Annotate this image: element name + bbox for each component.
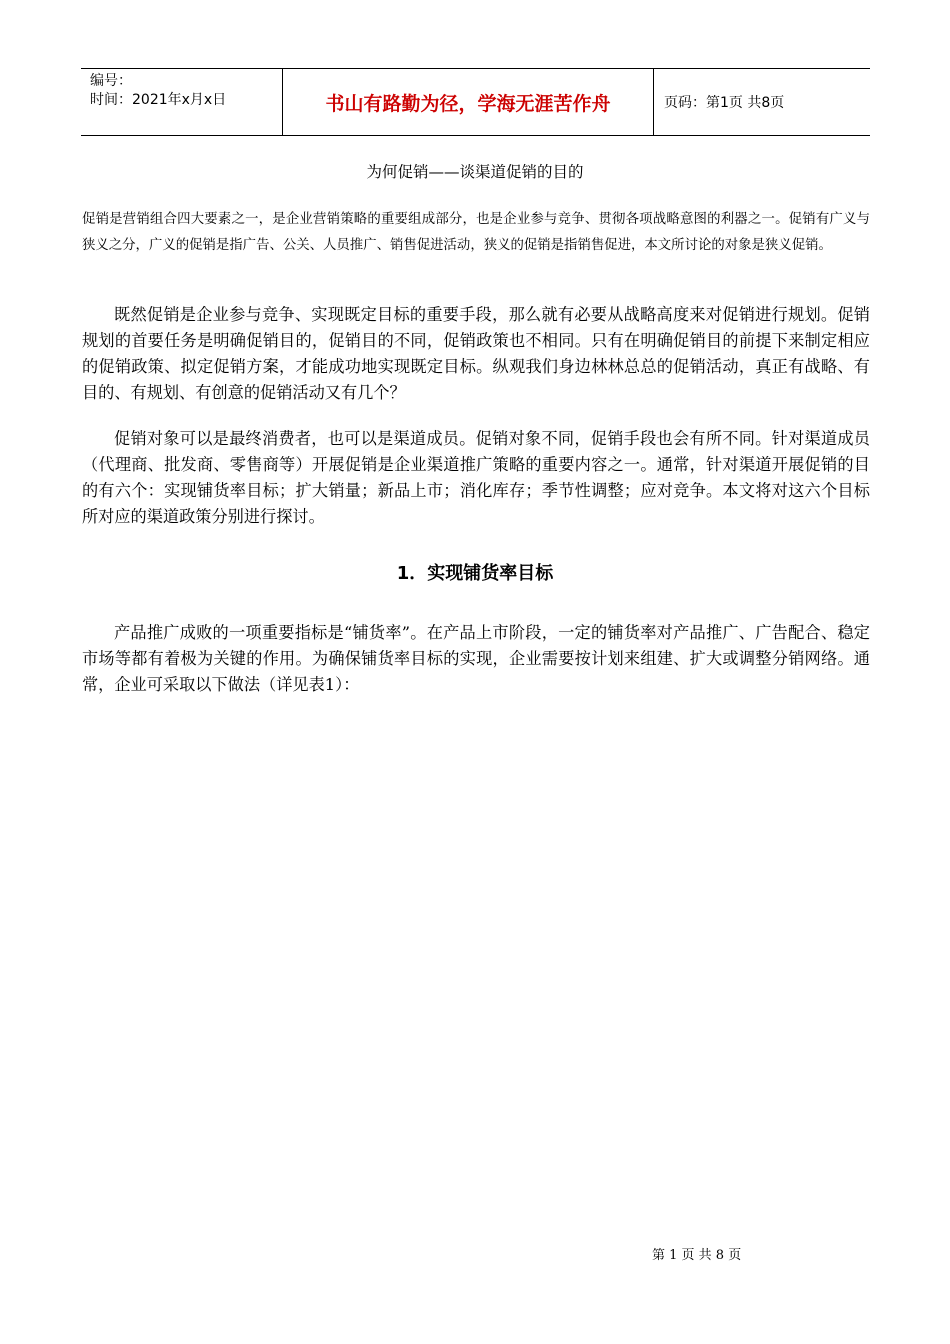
body-paragraph-1: 既然促销是企业参与竞争、实现既定目标的重要手段，那么就有必要从战略高度来对促销进行规划。促销规划的首要任务是明确促销目的，促销目的不同，促销政策也不相同。只有在明确促销目的前提下来制定相应的促销政策、拟定促销方案，才能成功地实现既定目标。纵观我们身边林林总总的促销活动，真正有战略、有目的、有规划、有创意的促销活动又有几个？ bbox=[82, 305, 870, 402]
page-footer: 第 1 页 共 8 页 bbox=[652, 1248, 742, 1263]
page-header bbox=[81, 68, 870, 136]
body-paragraph-3: 产品推广成败的一项重要指标是“铺货率”。在产品上市阶段，一定的铺货率对产品推广、广告配合、稳定市场等都有着极为关键的作用。为确保铺货率目标的实现，企业需要按计划来组建、扩大或调整分销网络。通常，企业可采取以下做法（详见表1）： bbox=[82, 623, 870, 694]
document-time-label: 时间：2021年x月x日 bbox=[90, 92, 227, 108]
document-number-label: 编号： bbox=[90, 73, 132, 89]
document-title: 为何促销——谈渠道促销的目的 bbox=[366, 163, 584, 181]
body-paragraph-2: 促销对象可以是最终消费者，也可以是渠道成员。促销对象不同，促销手段也会有所不同。针对渠道成员（代理商、批发商、零售商等）开展促销是企业渠道推广策略的重要内容之一。通常，针对渠道开展促销的目的有六个：实现铺货率目标；扩大销量；新品上市；消化库存；季节性调整；应对竞争。本文将对这六个目标所对应的渠道政策分别进行探讨。 bbox=[82, 429, 870, 526]
header-motto: 书山有路勤为径，学海无涯苦作舟 bbox=[282, 69, 654, 135]
intro-paragraph: 促销是营销组合四大要素之一，是企业营销策略的重要组成部分，也是企业参与竞争、贯彻各项战略意图的利器之一。促销有广义与狭义之分，广义的促销是指广告、公关、人员推广、销售促进活动，狭义的促销是指销售促进，本文所讨论的对象是狭义促销。 bbox=[82, 212, 870, 253]
header-page-number: 页码：第1页 共8页 bbox=[664, 95, 785, 111]
header-meta-cell bbox=[81, 69, 282, 135]
section-heading-1: 1．实现铺货率目标 bbox=[396, 563, 554, 584]
